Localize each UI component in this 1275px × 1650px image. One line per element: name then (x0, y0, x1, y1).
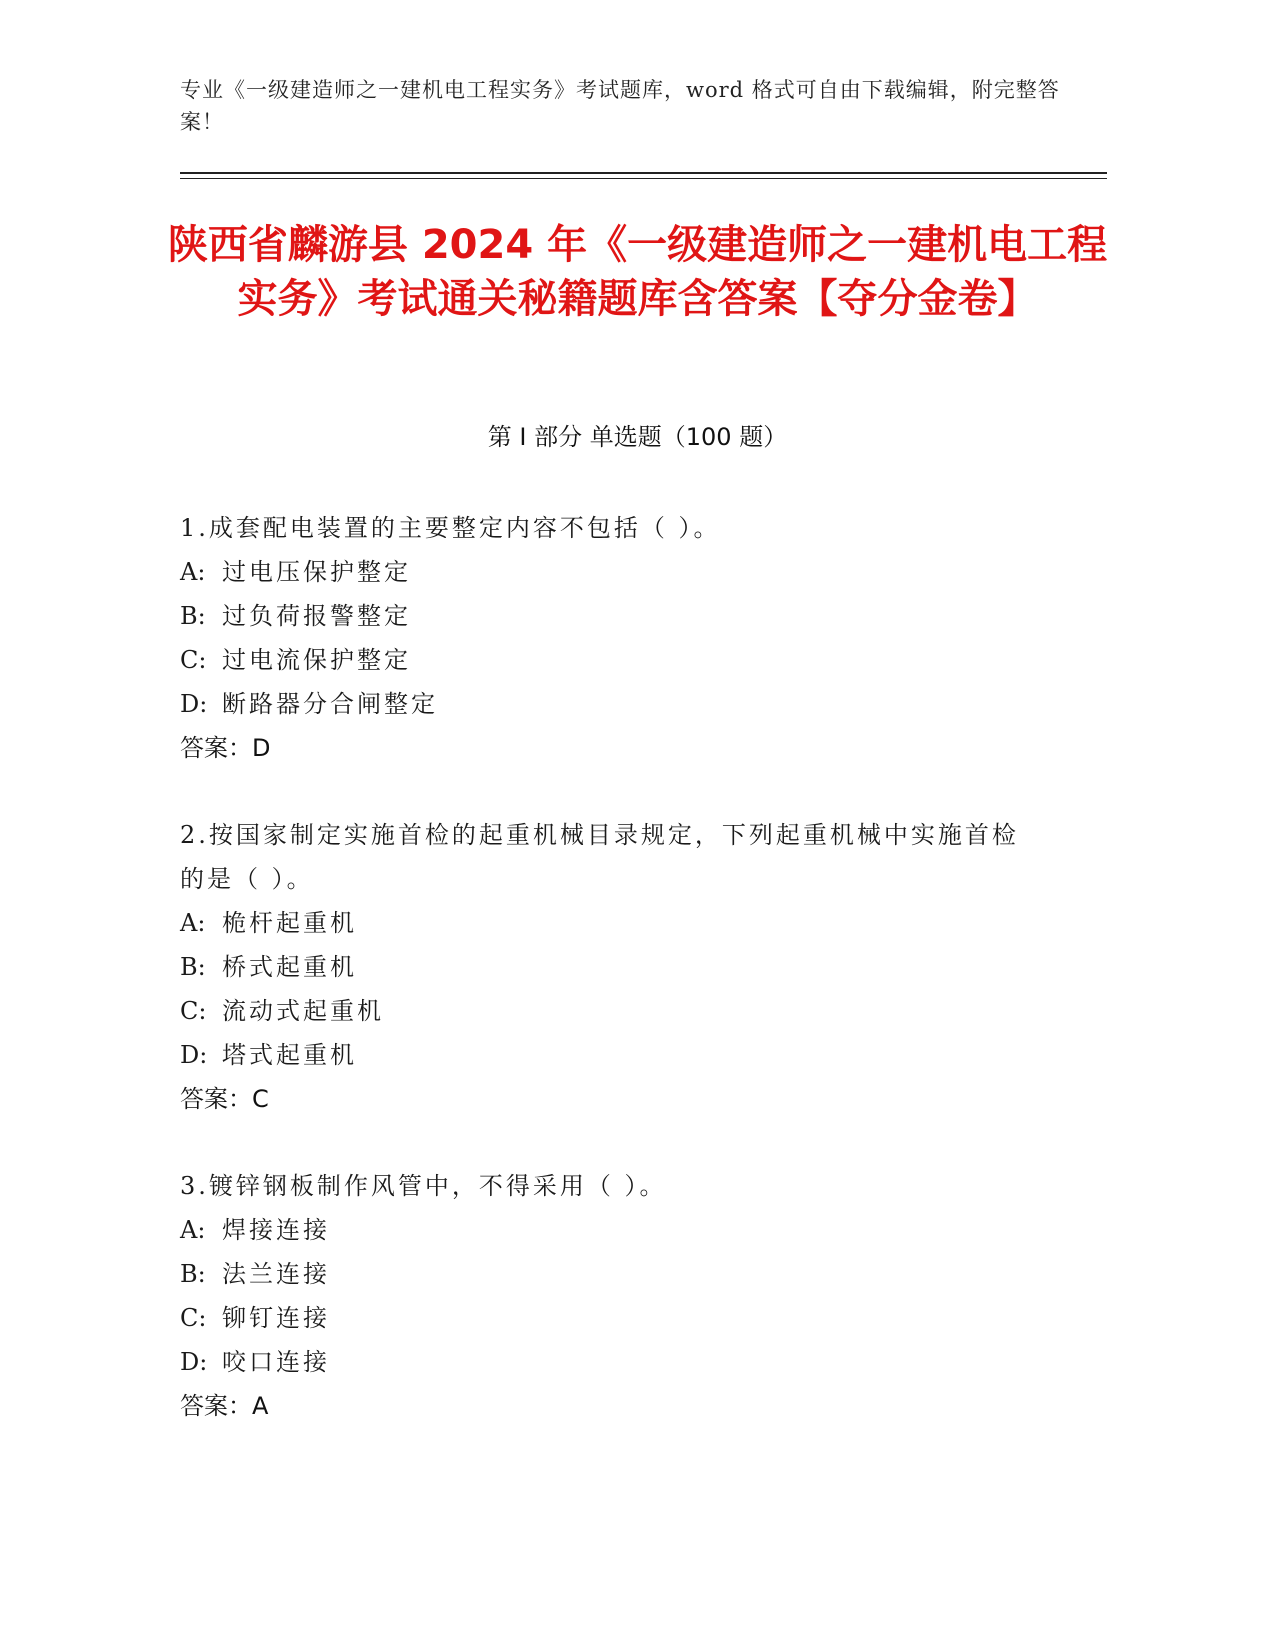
option-text: 过负荷报警整定 (222, 602, 411, 630)
option-letter: A: (180, 909, 206, 937)
option-d (180, 1033, 1040, 1077)
question-1 (180, 506, 1040, 770)
option-letter: C: (180, 1304, 207, 1332)
question-stem: 2.按国家制定实施首检的起重机械目录规定，下列起重机械中实施首检的是（ ）。 (180, 821, 1019, 893)
question-3 (180, 1164, 1040, 1428)
option-text: 断路器分合闸整定 (222, 690, 438, 718)
question-stem: 1.成套配电装置的主要整定内容不包括（ ）。 (180, 514, 721, 542)
option-text: 桅杆起重机 (222, 909, 357, 937)
option-a (180, 1208, 1040, 1252)
option-text: 铆钉连接 (222, 1304, 330, 1332)
option-b (180, 1252, 1040, 1296)
option-letter: B: (180, 602, 206, 630)
option-text: 焊接连接 (222, 1216, 330, 1244)
answer-line: 答案：C (180, 1085, 269, 1113)
option-letter: C: (180, 997, 207, 1025)
answer-line: 答案：D (180, 734, 271, 762)
question-list (180, 506, 1040, 1471)
question-2 (180, 813, 1040, 1121)
question-stem: 3.镀锌钢板制作风管中，不得采用（ ）。 (180, 1172, 667, 1200)
option-d (180, 1340, 1040, 1384)
option-letter: B: (180, 953, 206, 981)
option-b (180, 945, 1040, 989)
option-letter: A: (180, 1216, 206, 1244)
document-title: 陕西省麟游县 2024 年《一级建造师之一建机电工程实务》考试通关秘籍题库含答案【夺分金卷】 (167, 222, 1108, 322)
option-a (180, 901, 1040, 945)
header-divider-thick (180, 172, 1107, 174)
option-a (180, 550, 1040, 594)
option-b (180, 594, 1040, 638)
header-note: 专业《一级建造师之一建机电工程实务》考试题库，word 格式可自由下载编辑，附完整答案！ (180, 78, 1060, 134)
option-text: 过电流保护整定 (222, 646, 411, 674)
option-c (180, 1296, 1040, 1340)
option-c (180, 638, 1040, 682)
option-text: 过电压保护整定 (222, 558, 411, 586)
option-text: 流动式起重机 (222, 997, 384, 1025)
option-c (180, 989, 1040, 1033)
option-text: 桥式起重机 (222, 953, 357, 981)
option-d (180, 682, 1040, 726)
option-text: 咬口连接 (222, 1348, 330, 1376)
option-letter: B: (180, 1260, 206, 1288)
answer-line: 答案：A (180, 1392, 269, 1420)
option-letter: D: (180, 1041, 208, 1069)
option-text: 法兰连接 (222, 1260, 330, 1288)
option-letter: C: (180, 646, 207, 674)
option-letter: D: (180, 1348, 208, 1376)
option-letter: A: (180, 558, 206, 586)
header-divider-thin (180, 178, 1107, 179)
section-title: 第 I 部分 单选题（100 题） (487, 423, 788, 451)
option-text: 塔式起重机 (222, 1041, 357, 1069)
option-letter: D: (180, 690, 208, 718)
